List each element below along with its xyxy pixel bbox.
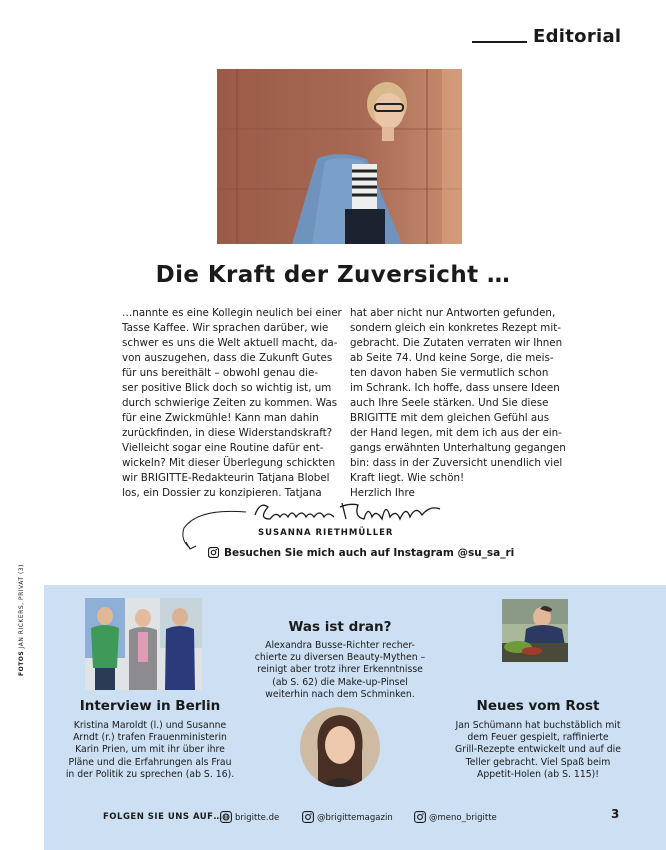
body-line: durch schwierige Zeiten zu kommen. Was [122,397,338,409]
teaser-text-grill: Jan Schümann hat buchstäblich mit dem Feuer gespielt, raffinierte Grill-Rezepte entwickelt und auf die Teller gebracht. Viel Spaß beim Appetit-Holen (ab S. 115)! [455,720,621,780]
body-line: sondern gleich ein konkretes Rezept mit- [350,322,561,334]
body-line: auch Ihre Seele stärken. Und Sie diese [350,397,549,409]
instagram-icon [302,811,314,826]
body-line: Vielleicht sogar eine Routine dafür ent- [122,442,324,454]
grill-photo [502,599,568,662]
instagram-text: Besuchen Sie mich auch auf Instagram @su_sa_ri [224,547,515,559]
interview-photo [85,598,202,690]
body-line: der Hand legen, mit dem ich aus der ein- [350,427,562,439]
footer-link-instagram-brigitte[interactable]: @brigittemagazin [302,811,393,826]
body-line: Tasse Kaffee. Wir sprachen darüber, wie [122,322,329,334]
body-column-right [350,306,570,501]
body-line: gebracht. Die Zutaten verraten wir Ihnen [350,337,563,349]
follow-label: FOLGEN SIE UNS AUF… [103,812,223,822]
body-line: zurückfinden, in diese Widerstandskraft? [122,427,333,439]
editor-portrait-photo [217,69,462,244]
teaser-title-interview: Interview in Berlin [79,698,221,714]
teaser-text-beauty: Alexandra Busse-Richter recher- chierte zu diversen Beauty-Mythen – reinigt aber trotz ihrer Erkenntnisse (ab S. 62) die Make-up-Pinsel weiterhin nach dem Schminken. [254,640,426,700]
body-line: ten davon haben Sie vermutlich schon [350,367,549,379]
body-line: für eine Zwickmühle! Kann man dahin [122,412,319,424]
web-icon [220,811,232,826]
teaser-text-interview: Kristina Maroldt (l.) und Susanne Arndt (r.) trafen Frauenministerin Karin Prien, um mit ihr über ihre Pläne und die Erfahrungen als Frau in der Politik zu sprechen (ab S. 16). [65,720,235,780]
body-line: ab Seite 74. Und keine Sorge, die meis- [350,352,554,364]
body-line: bin: dass in der Zuversicht unendlich viel [350,457,563,469]
instagram-link[interactable] [208,547,514,561]
handwritten-signature [250,497,445,531]
body-column-left [122,306,342,501]
header-rule [472,41,527,43]
teaser-title-grill: Neues vom Rost [476,698,600,714]
instagram-icon [414,811,426,826]
beauty-author-photo [300,707,380,787]
body-line: BRIGITTE mit dem gleichen Gefühl aus [350,412,550,424]
article-headline: Die Kraft der Zuversicht … [155,262,511,288]
body-line: …nannte es eine Kollegin neulich bei einer [122,307,342,319]
body-line: los, ein Dossier zu konzipieren. Tatjana [122,487,322,499]
body-line: schwer es uns die Welt aktuell macht, da- [122,337,338,349]
body-line: ser positive Blick doch so wichtig ist, um [122,382,332,394]
section-label: Editorial [533,26,622,47]
photo-credit: FOTOS JAN RICKERS, PRIVAT (3) [18,564,25,676]
body-line: Herzlich Ihre [350,487,415,499]
page-number: 3 [611,807,620,821]
instagram-icon [208,547,219,561]
body-line: Kraft liegt. Wie schön! [350,472,465,484]
footer-link-instagram-meno[interactable]: @meno_brigitte [414,811,497,826]
body-line: im Schrank. Ich hoffe, dass unsere Ideen [350,382,560,394]
body-line: von auszugehen, dass die Zukunft Gutes [122,352,333,364]
footer-link-website[interactable]: brigitte.de [220,811,279,826]
signature-name: SUSANNA RIETHMÜLLER [258,528,394,538]
teaser-title-beauty: Was ist dran? [288,619,392,635]
body-line: hat aber nicht nur Antworten gefunden, [350,307,556,319]
body-line: wir BRIGITTE-Redakteurin Tatjana Blobel [122,472,330,484]
body-line: gangs erwähnten Unterhaltung gegangen [350,442,566,454]
body-line: für uns bereithält – obwohl genau die- [122,367,319,379]
body-line: wickeln? Mit dieser Überlegung schickten [122,457,336,469]
